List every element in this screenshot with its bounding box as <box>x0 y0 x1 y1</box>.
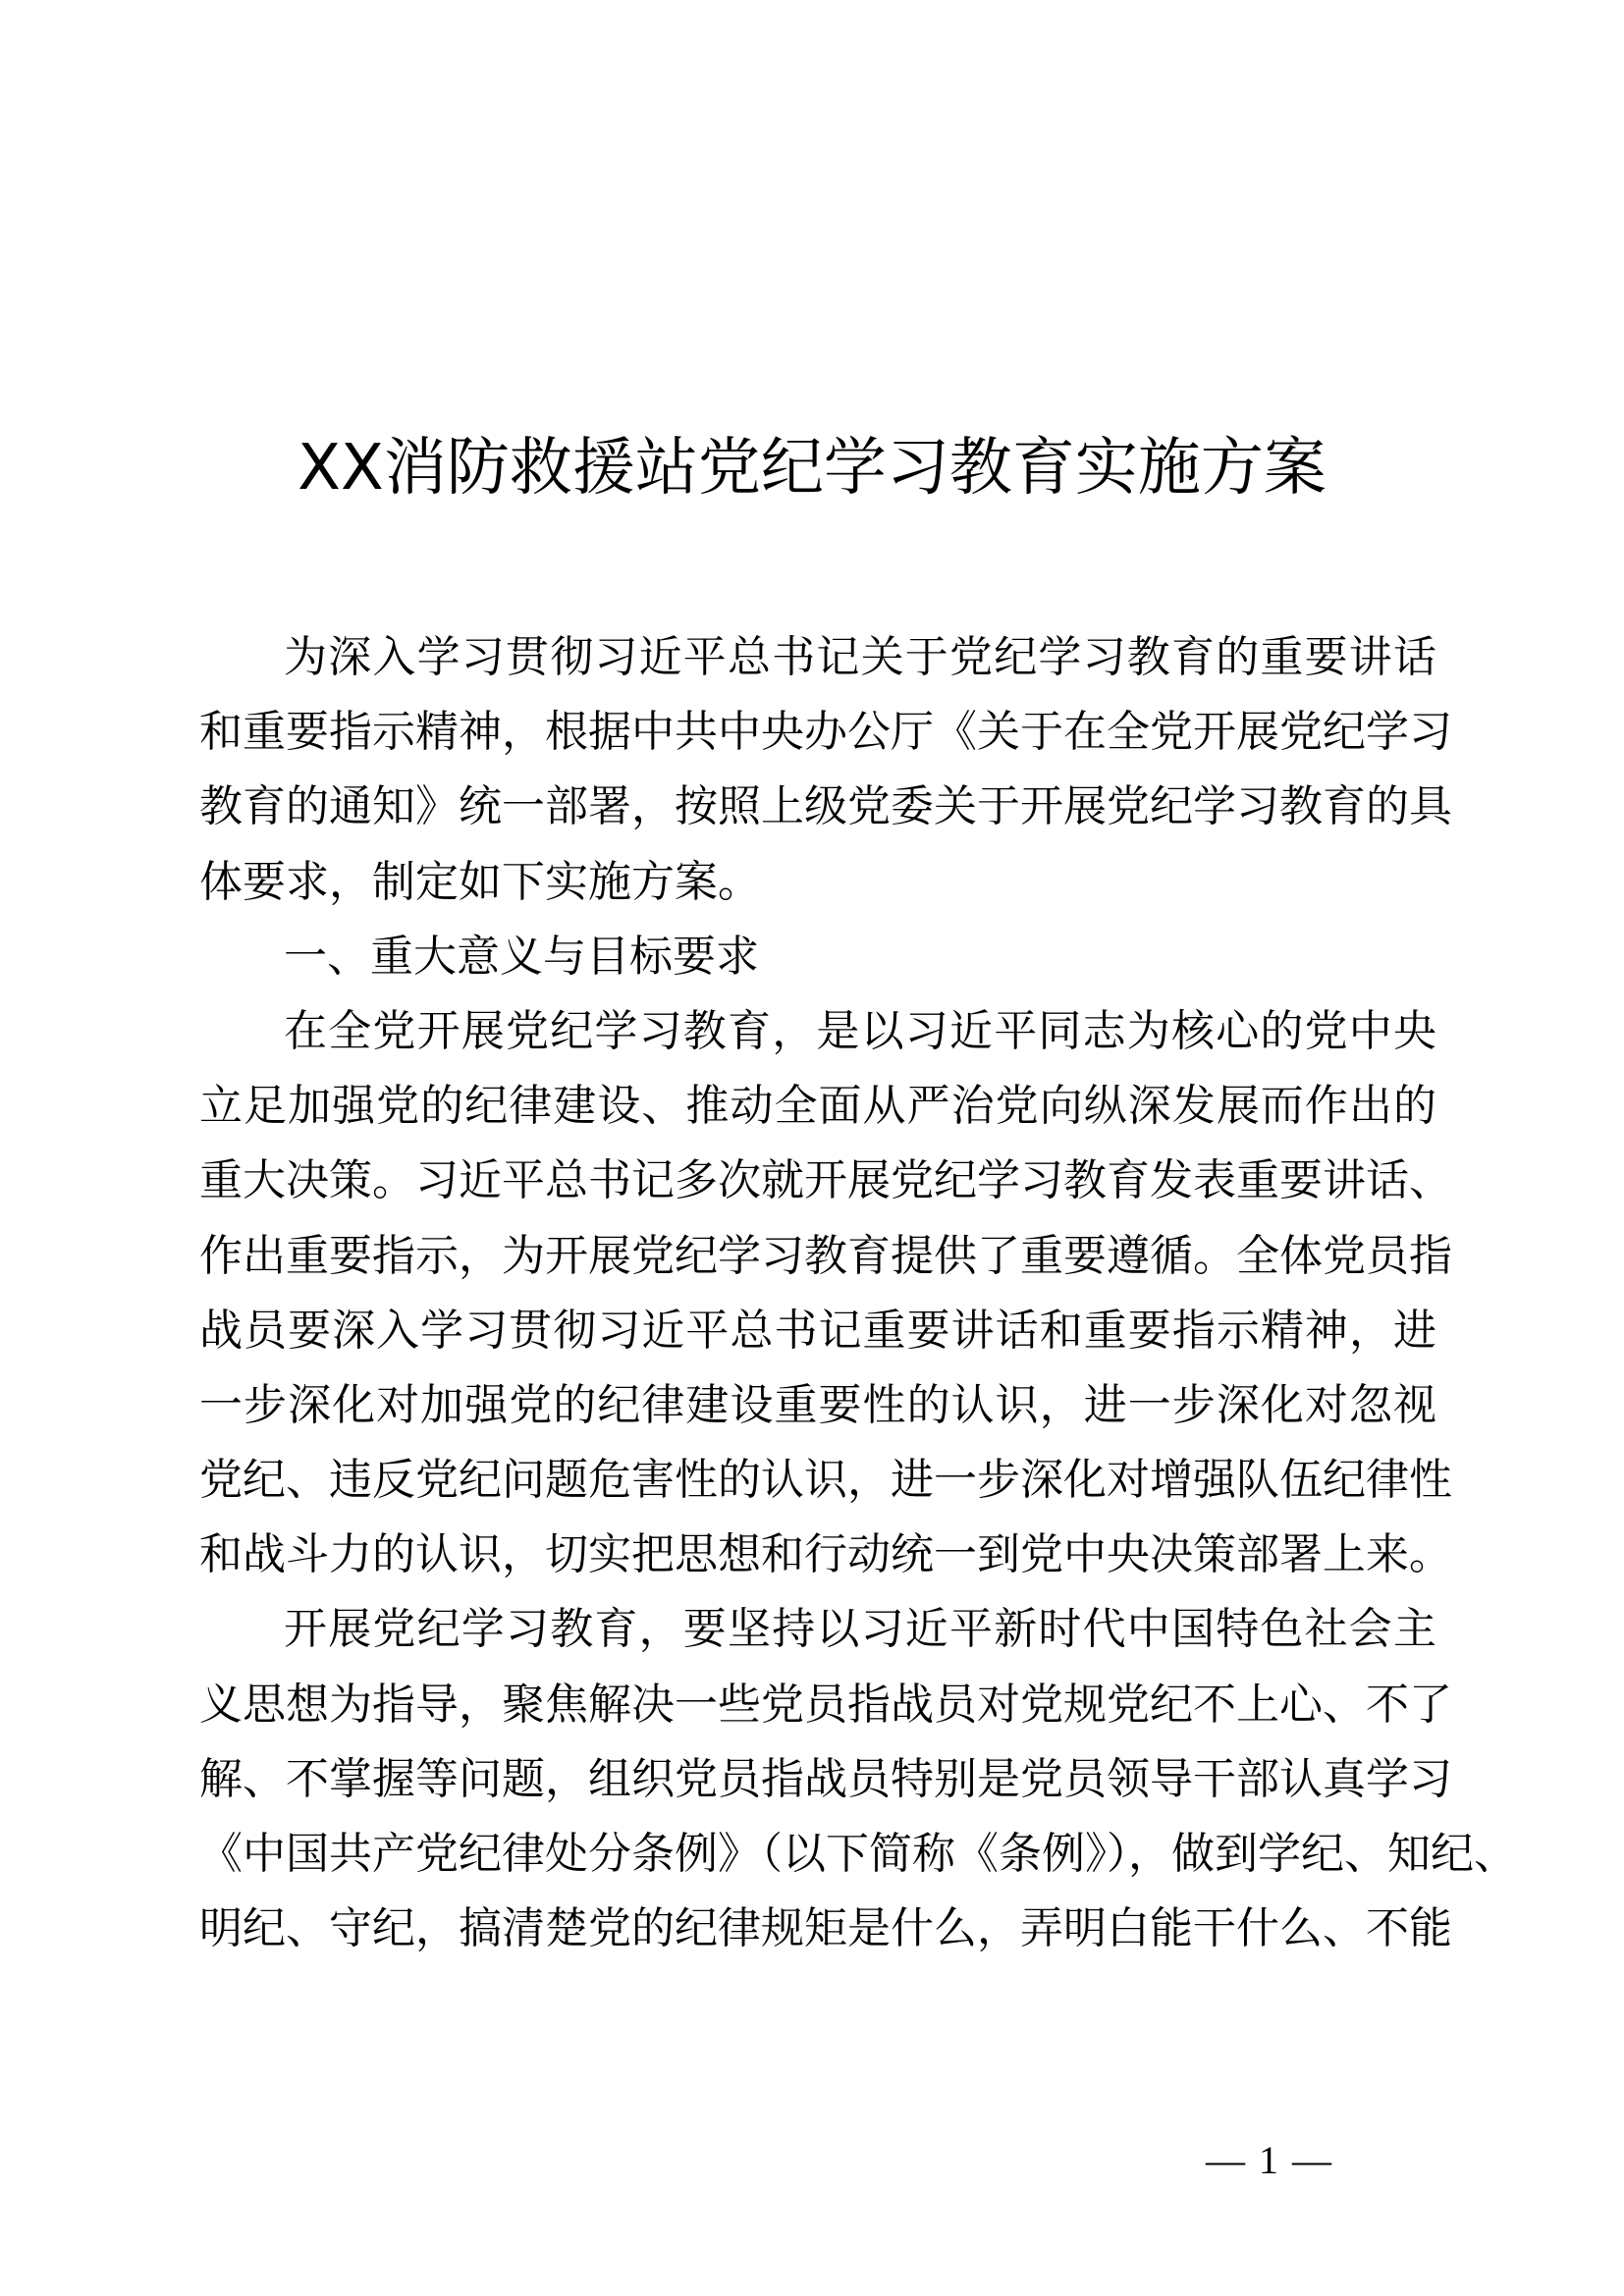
paragraph-line: 作出重要指示，为开展党纪学习教育提供了重要遵循。全体党员指 <box>199 1230 1452 1281</box>
paragraph-line: 一步深化对加强党的纪律建设重要性的认识，进一步深化对忽视 <box>199 1379 1436 1430</box>
section-heading: 一、重大意义与目标要求 <box>284 931 759 982</box>
paragraph-line: 党纪、违反党纪问题危害性的认识，进一步深化对增强队伍纪律性 <box>199 1455 1452 1506</box>
paragraph-line: 体要求，制定如下实施方案。 <box>199 856 761 907</box>
page-number: — 1 — <box>1206 2138 1333 2182</box>
paragraph-line: 在全党开展党纪学习教育，是以习近平同志为核心的党中央 <box>284 1005 1436 1056</box>
paragraph-line: 重大决策。习近平总书记多次就开展党纪学习教育发表重要讲话、 <box>199 1155 1452 1206</box>
paragraph-line: 开展党纪学习教育，要坚持以习近平新时代中国特色社会主 <box>284 1604 1436 1655</box>
paragraph-line: 《中国共产党纪律处分条例》（以下简称《条例》），做到学纪、知纪、 <box>199 1829 1517 1879</box>
document-title: XX消防救援站党纪学习教育实施方案 <box>298 432 1326 505</box>
paragraph-line: 解、不掌握等问题，组织党员指战员特别是党员领导干部认真学习 <box>199 1753 1452 1804</box>
document-body <box>199 620 1517 1966</box>
paragraph-line: 明纪、守纪，搞清楚党的纪律规矩是什么，弄明白能干什么、不能 <box>199 1903 1452 1954</box>
paragraph-line: 和重要指示精神，根据中共中央办公厅《关于在全党开展党纪学习 <box>199 707 1452 758</box>
paragraph-line: 战员要深入学习贯彻习近平总书记重要讲话和重要指示精神，进 <box>199 1305 1436 1356</box>
paragraph-line: 教育的通知》统一部署，按照上级党委关于开展党纪学习教育的具 <box>199 781 1452 832</box>
paragraph-line: 为深入学习贯彻习近平总书记关于党纪学习教育的重要讲话 <box>284 632 1436 682</box>
paragraph-line: 和战斗力的认识，切实把思想和行动统一到党中央决策部署上来。 <box>199 1529 1452 1580</box>
paragraph-line: 义思想为指导，聚焦解决一些党员指战员对党规党纪不上心、不了 <box>199 1679 1452 1730</box>
paragraph-line: 立足加强党的纪律建设、推动全面从严治党向纵深发展而作出的 <box>199 1081 1436 1132</box>
